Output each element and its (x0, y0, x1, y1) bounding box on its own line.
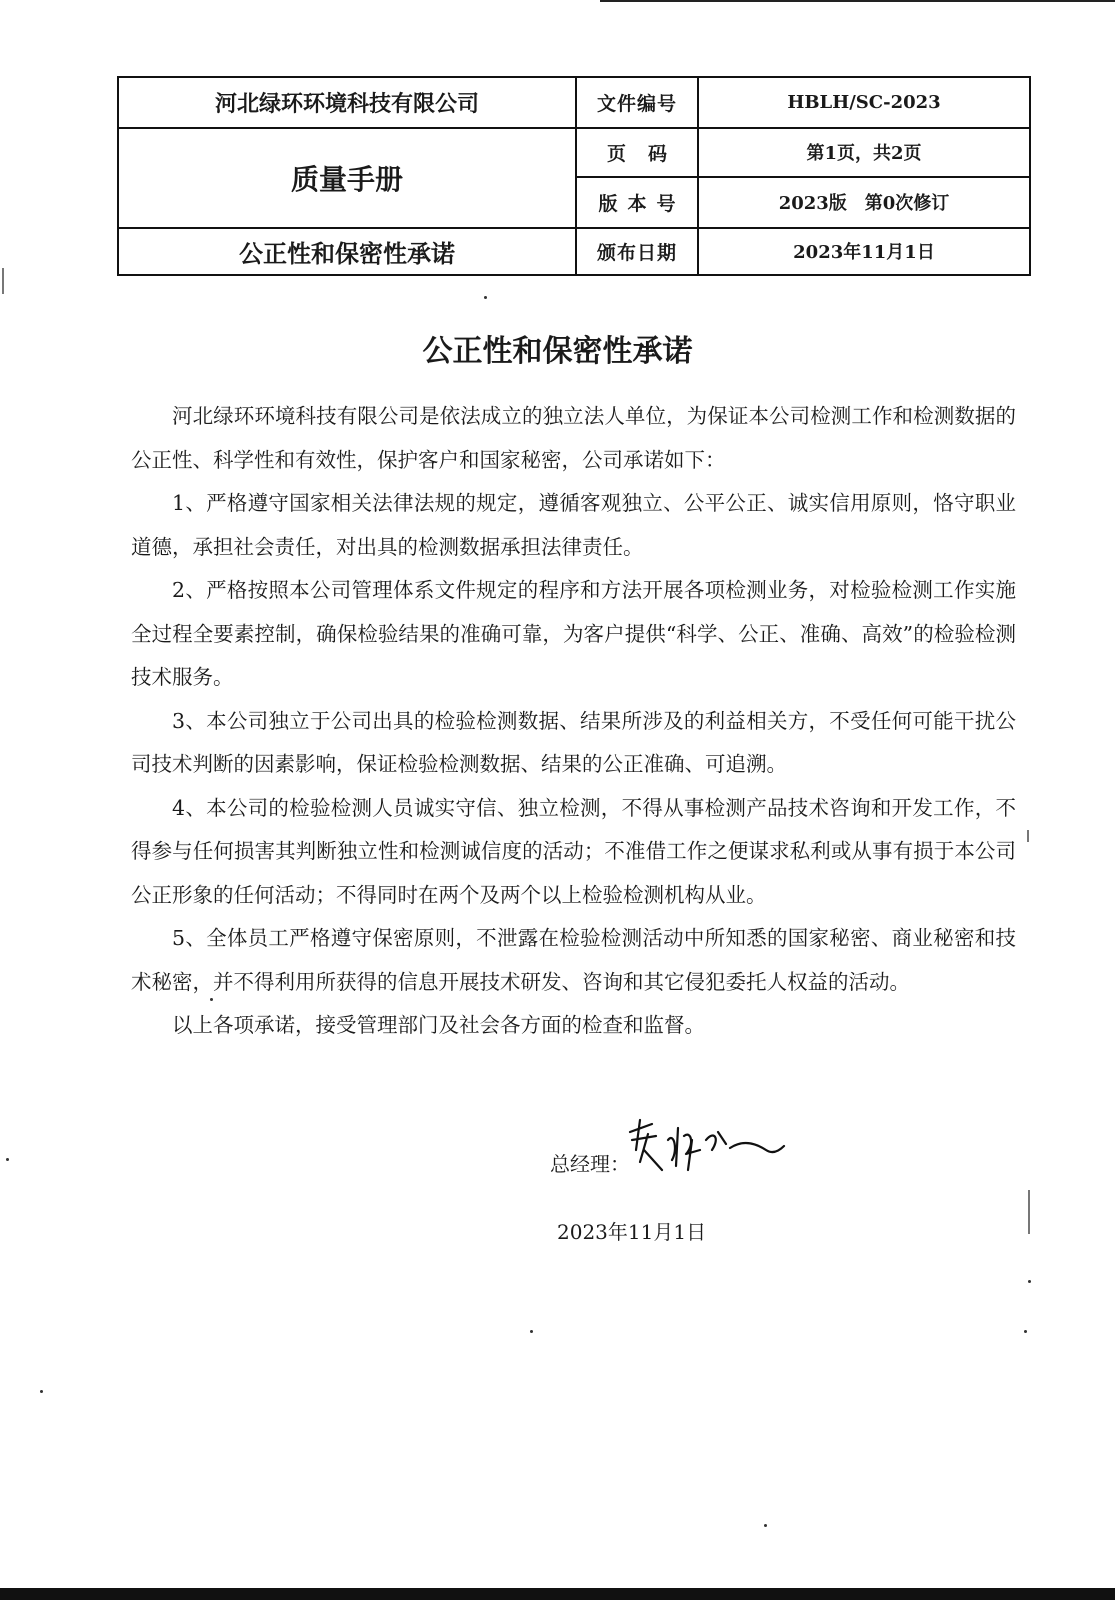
commitment-item-4: 4、本公司的检验检测人员诚实守信、独立检测，不得从事检测产品技术咨询和开发工作，不得参与任何损害其判断独立性和检测诚信度的活动；不准借工作之便谋求私利或从事有损于本公司公正形象的任何活动；不得同时在两个及两个以上检验检测机构从业。 (131, 795, 1016, 907)
scan-speck (40, 1390, 43, 1393)
closing-paragraph: 以上各项承诺，接受管理部门及社会各方面的检查和监督。 (172, 1013, 705, 1037)
scan-speck (1028, 1280, 1031, 1283)
doc-number-label: 文件编号 (576, 77, 698, 128)
company-name: 河北绿环环境科技有限公司 (118, 77, 576, 128)
signature-block (550, 1110, 810, 1190)
document-header-table (117, 76, 1031, 276)
version-label: 版本号 (576, 177, 698, 228)
scan-speck (6, 1158, 9, 1161)
scan-speck (764, 1524, 767, 1527)
page-value: 第1页，共2页 (698, 128, 1030, 178)
handwritten-signature-icon (622, 1110, 792, 1180)
commitment-item-5: 5、全体员工严格遵守保密原则，不泄露在检验检测活动中所知悉的国家秘密、商业秘密和技术秘密，并不得利用所获得的信息开展技术研发、咨询和其它侵犯委托人权益的活动。 (131, 926, 1016, 994)
scan-edge-mark (1027, 830, 1029, 842)
page-label: 页码 (576, 128, 698, 178)
version-value: 2023版 第0次修订 (698, 177, 1030, 228)
section-name: 公正性和保密性承诺 (118, 228, 576, 276)
signature-date: 2023年11月1日 (557, 1220, 707, 1244)
page-title: 公正性和保密性承诺 (422, 334, 693, 369)
scan-bottom-band (0, 1588, 1115, 1600)
scan-speck (530, 1330, 533, 1333)
commitment-item-3: 3、本公司独立于公司出具的检验检测数据、结果所涉及的利益相关方，不受任何可能干扰公司技术判断的因素影响，保证检验检测数据、结果的公正准确、可追溯。 (131, 708, 1016, 776)
commitment-body (131, 395, 1016, 1048)
commitment-item-2: 2、严格按照本公司管理体系文件规定的程序和方法开展各项检测业务，对检验检测工作实施全过程全要素控制，确保检验结果的准确可靠，为客户提供“科学、公正、准确、高效”的检验检测技术服务。 (131, 578, 1016, 689)
commitment-item-1: 1、严格遵守国家相关法律法规的规定，遵循客观独立、公平公正、诚实信用原则，恪守职业道德，承担社会责任，对出具的检测数据承担法律责任。 (131, 491, 1016, 559)
intro-paragraph: 河北绿环环境科技有限公司是依法成立的独立法人单位，为保证本公司检测工作和检测数据的公正性、科学性和有效性，保护客户和国家秘密，公司承诺如下： (131, 404, 1016, 472)
issue-date-label: 颁布日期 (576, 228, 698, 276)
scan-speck (210, 998, 213, 1001)
scan-speck (1024, 1330, 1027, 1333)
signature-label: 总经理： (550, 1152, 630, 1176)
issue-date-value: 2023年11月1日 (698, 228, 1030, 276)
doc-number-value: HBLH/SC-2023 (698, 77, 1030, 128)
scan-top-line (600, 0, 1115, 2)
scan-speck (484, 296, 487, 299)
scan-edge-mark (1028, 1190, 1030, 1234)
scan-edge-mark (2, 268, 4, 294)
manual-name: 质量手册 (118, 128, 576, 228)
